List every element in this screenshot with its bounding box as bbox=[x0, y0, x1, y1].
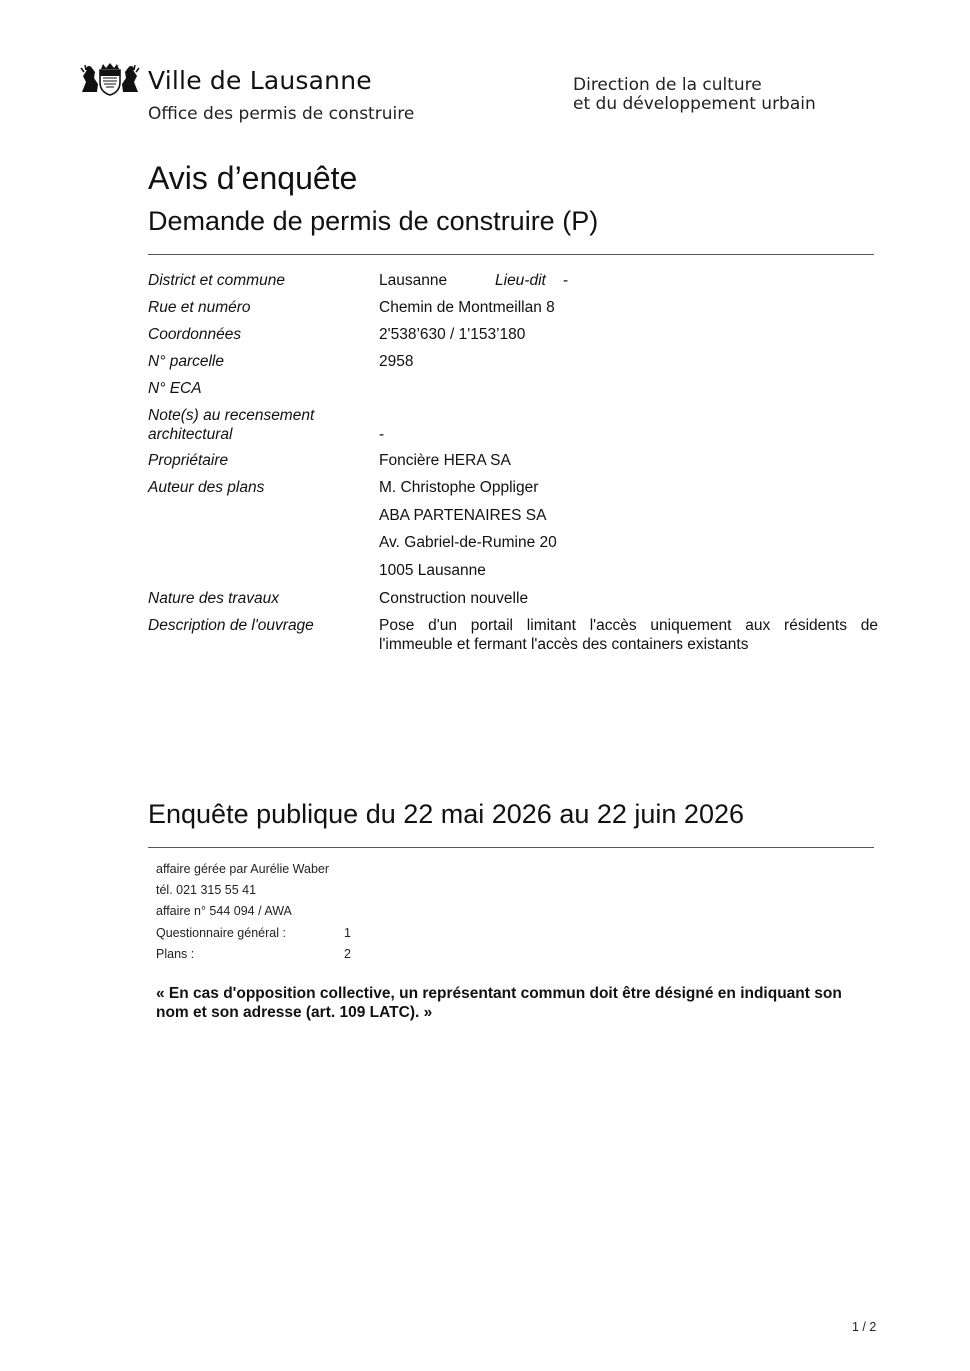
field-label-line: architectural bbox=[148, 426, 233, 443]
page-subtitle: Demande de permis de construire (P) bbox=[148, 206, 599, 236]
lieu-dit-label: Lieu-dit bbox=[495, 272, 546, 289]
field-value: Construction nouvelle bbox=[379, 590, 529, 607]
field-value: 2958 bbox=[379, 353, 414, 370]
field-label: N° ECA bbox=[148, 380, 202, 397]
contact-affaire-number: affaire n° 544 094 / AWA bbox=[156, 904, 292, 918]
plans-label: Plans : bbox=[156, 947, 195, 961]
enquete-heading: Enquête publique du 22 mai 2026 au 22 juin 2026 bbox=[148, 799, 744, 829]
divider bbox=[148, 254, 874, 255]
auteur-line: ABA PARTENAIRES SA bbox=[379, 506, 547, 524]
field-value: - bbox=[379, 426, 385, 443]
contact-managed-by: affaire gérée par Aurélie Waber bbox=[156, 862, 330, 876]
contact-phone: tél. 021 315 55 41 bbox=[156, 883, 257, 897]
field-value: Pose d'un portail limitant l'accès uniquement aux résidents de l'immeuble et fermant l'accès des containers existants bbox=[379, 617, 878, 653]
field-label-line: Note(s) au recensement bbox=[148, 407, 315, 424]
field-label: District et commune bbox=[148, 272, 285, 289]
lausanne-coat-of-arms-icon bbox=[80, 62, 140, 96]
auteur-line: 1005 Lausanne bbox=[379, 561, 486, 579]
field-label: Description de l'ouvrage bbox=[148, 617, 314, 634]
org-name: Ville de Lausanne bbox=[148, 66, 372, 95]
auteur-line: M. Christophe Oppliger bbox=[379, 479, 539, 496]
direction-line: et du développement urbain bbox=[573, 94, 816, 114]
opposition-notice: « En cas d'opposition collective, un représentant commun doit être désigné en indiquant son nom et son adresse (art. 109 LATC). » bbox=[156, 985, 842, 1021]
field-value bbox=[379, 478, 878, 588]
field-value: Chemin de Montmeillan 8 bbox=[379, 299, 555, 316]
field-value bbox=[379, 271, 878, 290]
questionnaire-label: Questionnaire général : bbox=[156, 926, 286, 940]
divider bbox=[148, 847, 874, 848]
field-value: 2'538’630 / 1'153’180 bbox=[379, 326, 526, 343]
lieu-dit-value: - bbox=[563, 272, 569, 289]
direction-block bbox=[573, 76, 816, 114]
plans-count: 2 bbox=[344, 947, 351, 961]
field-label: N° parcelle bbox=[148, 353, 224, 370]
field-label bbox=[148, 406, 373, 444]
contact-plans bbox=[156, 947, 351, 961]
field-label: Coordonnées bbox=[148, 326, 242, 343]
field-value: Foncière HERA SA bbox=[379, 452, 511, 469]
field-label: Auteur des plans bbox=[148, 479, 265, 496]
auteur-line: Av. Gabriel-de-Rumine 20 bbox=[379, 534, 557, 551]
page-number: 1 / 2 bbox=[852, 1320, 877, 1334]
contact-questionnaire bbox=[156, 926, 351, 940]
field-label: Propriétaire bbox=[148, 452, 229, 469]
org-office: Office des permis de construire bbox=[148, 104, 415, 124]
questionnaire-count: 1 bbox=[344, 926, 351, 940]
district-value: Lausanne bbox=[379, 272, 448, 289]
field-label: Nature des travaux bbox=[148, 590, 279, 607]
direction-line: Direction de la culture bbox=[573, 75, 762, 95]
page-title: Avis d’enquête bbox=[148, 160, 358, 196]
field-label: Rue et numéro bbox=[148, 299, 251, 316]
